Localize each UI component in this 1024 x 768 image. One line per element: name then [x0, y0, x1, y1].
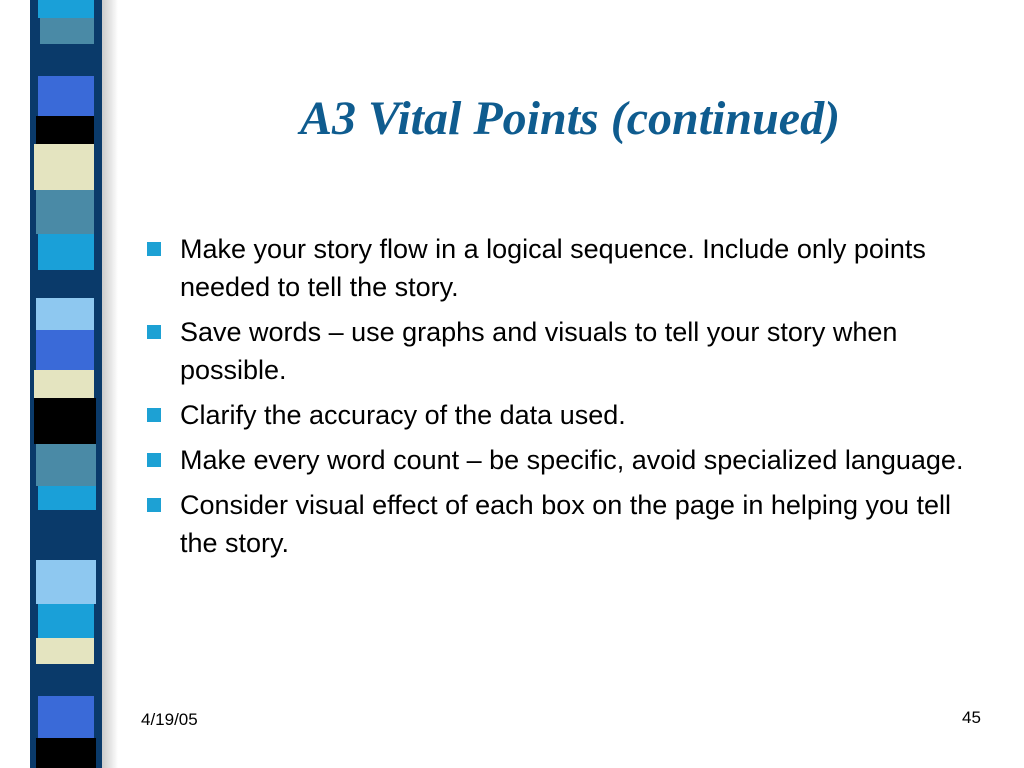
page-number: 45 [962, 708, 981, 727]
square-bullet-icon [147, 325, 161, 339]
bullet-text: Make every word count – be specific, avoid specialized language. [180, 445, 964, 475]
square-bullet-icon [147, 453, 161, 467]
bullet-item [144, 396, 984, 434]
slide-title: A3 Vital Points (continued) [299, 92, 841, 145]
square-bullet-icon [147, 408, 161, 422]
bullet-list [144, 230, 984, 569]
bullet-item [144, 441, 984, 479]
square-bullet-icon [147, 242, 161, 256]
bullet-text: Clarify the accuracy of the data used. [180, 400, 626, 430]
decorative-strip [30, 0, 102, 768]
decorative-strip-graphic [30, 0, 102, 768]
bullet-item [144, 230, 984, 306]
bullet-text: Make your story flow in a logical sequence. Include only points needed to tell the story. [180, 234, 926, 302]
bullet-text: Save words – use graphs and visuals to tell your story when possible. [180, 317, 898, 385]
bullet-item [144, 313, 984, 389]
square-bullet-icon [147, 498, 161, 512]
footer-date: 4/19/05 [141, 710, 198, 729]
bullet-text: Consider visual effect of each box on the page in helping you tell the story. [180, 490, 952, 558]
bullet-item [144, 486, 984, 562]
